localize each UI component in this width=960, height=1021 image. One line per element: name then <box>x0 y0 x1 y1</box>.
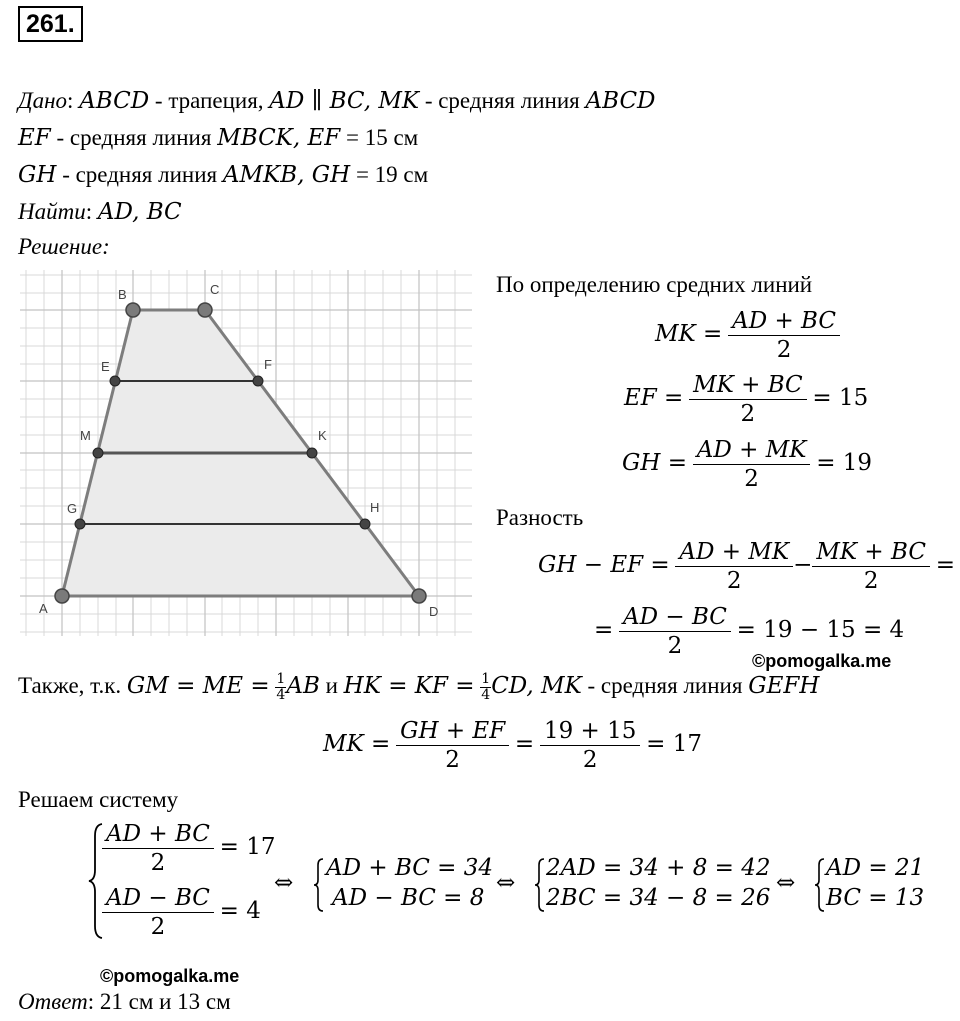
label-f: F <box>264 357 272 372</box>
also-line: Также, т.к. GM = ME = $\frac{1}{4}$ AB и HK = KF = $\frac{1}{4}$ CD, MK - средняя линия GEFH <box>18 671 820 704</box>
label-d: D <box>429 604 439 619</box>
label-k: K <box>318 428 327 443</box>
brace-1 <box>313 857 325 913</box>
label-h: H <box>370 500 380 515</box>
point-f <box>253 376 263 386</box>
point-g <box>75 519 85 529</box>
point-d <box>412 589 426 603</box>
equation-mk-result: MK = $\frac{GH + EF}{2}$ = $\frac{19 + 15}{2}$ = 17 <box>323 718 702 773</box>
given-line-3: GH - средняя линия AMKB, GH = 19 см <box>18 162 429 188</box>
label-b: B <box>118 287 127 302</box>
point-b <box>126 303 140 317</box>
point-a <box>55 589 69 603</box>
find-line: Найти: AD, BC <box>18 199 182 225</box>
point-m <box>93 448 103 458</box>
brace-2 <box>534 857 546 913</box>
solution-label: Решение: <box>18 234 110 259</box>
brace2-line2: 2BC = 34 − 8 = 26 <box>546 885 771 911</box>
given-line-1: Дано: ABCD - трапеция, AD ∥ BC, MK - средняя линия ABCD <box>18 88 656 114</box>
given-label: Дано <box>18 88 68 113</box>
trapezoid-figure <box>20 270 472 636</box>
brace3-line1: AD = 21 <box>826 855 925 881</box>
equation-ef: EF = $\frac{MK + BC}{2}$ = 15 <box>624 372 869 427</box>
system-label: Решаем систему <box>18 787 179 812</box>
iff-symbol-3: ⇔ <box>776 870 796 896</box>
difference-label: Разность <box>496 505 584 530</box>
brace1-line1: AD + BC = 34 <box>326 855 494 881</box>
system-eq-2: $\frac{AD - BC}{2}$ = 4 <box>102 884 261 941</box>
iff-symbol-2: ⇔ <box>496 870 516 896</box>
brace3-line2: BC = 13 <box>826 885 925 911</box>
brace-3 <box>814 857 826 913</box>
given-line-2: EF - средняя линия MBCK, EF = 15 см <box>18 125 419 151</box>
iff-symbol-1: ⇔ <box>274 870 294 896</box>
find-label: Найти <box>18 199 86 224</box>
system-eq-1: $\frac{AD + BC}{2}$ = 17 <box>102 820 275 877</box>
label-g: G <box>67 501 78 516</box>
equation-mk: MK = $\frac{AD + BC}{2}$ <box>655 307 840 364</box>
point-c <box>198 303 212 317</box>
label-a: A <box>39 601 48 616</box>
intro-text: По определению средних линий <box>496 272 813 297</box>
point-k <box>307 448 317 458</box>
brace1-line2: AD − BC = 8 <box>332 885 485 911</box>
problem-number: 261. <box>18 6 83 42</box>
label-m: M <box>80 428 91 443</box>
watermark-2: ©pomogalka.me <box>100 966 240 986</box>
answer-label: Ответ <box>18 989 88 1014</box>
watermark-1: ©pomogalka.me <box>752 651 892 671</box>
label-c: C <box>210 282 220 297</box>
equation-gh: GH = $\frac{AD + MK}{2}$ = 19 <box>622 437 873 492</box>
point-h <box>360 519 370 529</box>
point-e <box>110 376 120 386</box>
equation-difference: GH − EF = $\frac{AD + MK}{2}$ − $\frac{MK + BC}{2}$ = <box>538 539 955 594</box>
equation-difference-result: = $\frac{AD - BC}{2}$ = 19 − 15 = 4 <box>594 604 905 659</box>
label-e: E <box>101 359 110 374</box>
brace2-line1: 2AD = 34 + 8 = 42 <box>546 855 771 881</box>
answer-line: Ответ: 21 см и 13 см <box>18 989 231 1014</box>
